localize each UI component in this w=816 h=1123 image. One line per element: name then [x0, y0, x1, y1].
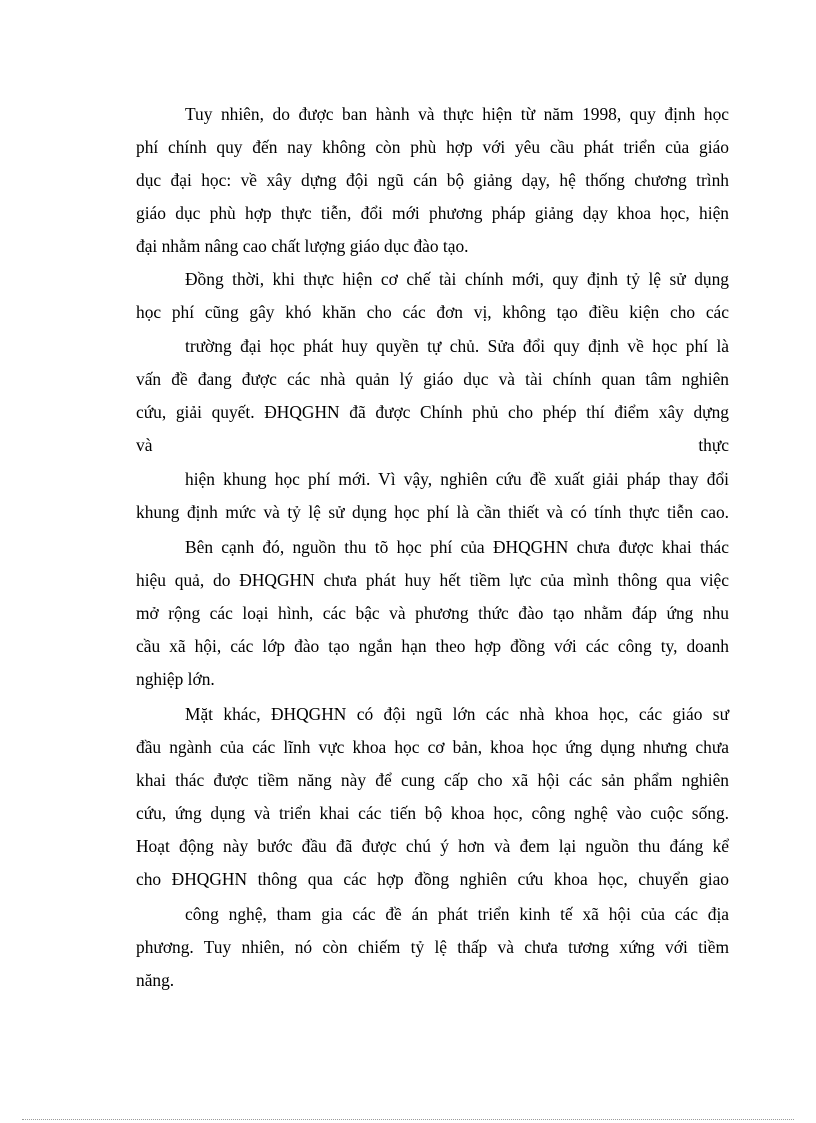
text-line: khung định mức và tỷ lệ sử dụng học phí là cần thiết và có tính thực tiễn cao.	[136, 502, 729, 522]
text-line: Mặt khác, ĐHQGHN có đội ngũ lớn các nhà khoa học, các giáo sư	[185, 704, 729, 724]
text-line: năng.	[136, 970, 175, 990]
text-line: Hoạt động này bước đầu đã được chú ý hơn và đem lại nguồn thu đáng kể	[136, 836, 729, 856]
text-line: hiệu quả, do ĐHQGHN chưa phát huy hết tiềm lực của mình thông qua việc	[136, 570, 729, 590]
text-line: cầu xã hội, các lớp đào tạo ngắn hạn theo hợp đồng với các công ty, doanh	[136, 636, 729, 656]
text-line: dục đại học: về xây dựng đội ngũ cán bộ giảng dạy, hệ thống chương trình	[136, 170, 729, 190]
text-line: phương. Tuy nhiên, nó còn chiếm tỷ lệ thấp và chưa tương xứng với tiềm	[136, 937, 729, 957]
text-line: hiện khung học phí mới. Vì vậy, nghiên cứu đề xuất giải pháp thay đổi	[185, 469, 729, 489]
page-bottom-rule	[22, 1119, 794, 1120]
text-line: cứu, giải quyết. ĐHQGHN đã được Chính phủ cho phép thí điểm xây dựng	[136, 402, 729, 422]
text-line: học phí cũng gây khó khăn cho các đơn vị, không tạo điều kiện cho các	[136, 302, 729, 322]
text-line: đầu ngành của các lĩnh vực khoa học cơ bản, khoa học ứng dụng nhưng chưa	[136, 737, 729, 757]
text-line: giáo dục phù hợp thực tiễn, đổi mới phương pháp giảng dạy khoa học, hiện	[136, 203, 729, 223]
text-line: khai thác được tiềm năng này để cung cấp cho xã hội các sản phẩm nghiên	[136, 770, 729, 790]
text-line: cứu, ứng dụng và triển khai các tiến bộ khoa học, công nghệ vào cuộc sống.	[136, 803, 729, 823]
text-line: Đồng thời, khi thực hiện cơ chế tài chính mới, quy định tỷ lệ sử dụng	[185, 269, 729, 289]
text-line: công nghệ, tham gia các đề án phát triển kinh tế xã hội của các địa	[185, 904, 729, 924]
text-line: Bên cạnh đó, nguồn thu tõ học phí của ĐHQGHN chưa được khai thác	[185, 537, 729, 557]
text-line: mở rộng các loại hình, các bậc và phương thức đào tạo nhằm đáp ứng nhu	[136, 603, 729, 623]
text-line: đại nhằm nâng cao chất lượng giáo dục đào tạo.	[136, 236, 469, 256]
text-line: và thực	[136, 435, 729, 455]
text-line: Tuy nhiên, do được ban hành và thực hiện từ năm 1998, quy định học	[185, 104, 729, 124]
text-line: vấn đề đang được các nhà quản lý giáo dục và tài chính quan tâm nghiên	[136, 369, 729, 389]
text-line: cho ĐHQGHN thông qua các hợp đồng nghiên cứu khoa học, chuyển giao	[136, 869, 729, 889]
text-line: nghiệp lớn.	[136, 669, 215, 689]
text-line: trường đại học phát huy quyền tự chủ. Sửa đổi quy định về học phí là	[185, 336, 729, 356]
text-line: phí chính quy đến nay không còn phù hợp với yêu cầu phát triển của giáo	[136, 137, 729, 157]
